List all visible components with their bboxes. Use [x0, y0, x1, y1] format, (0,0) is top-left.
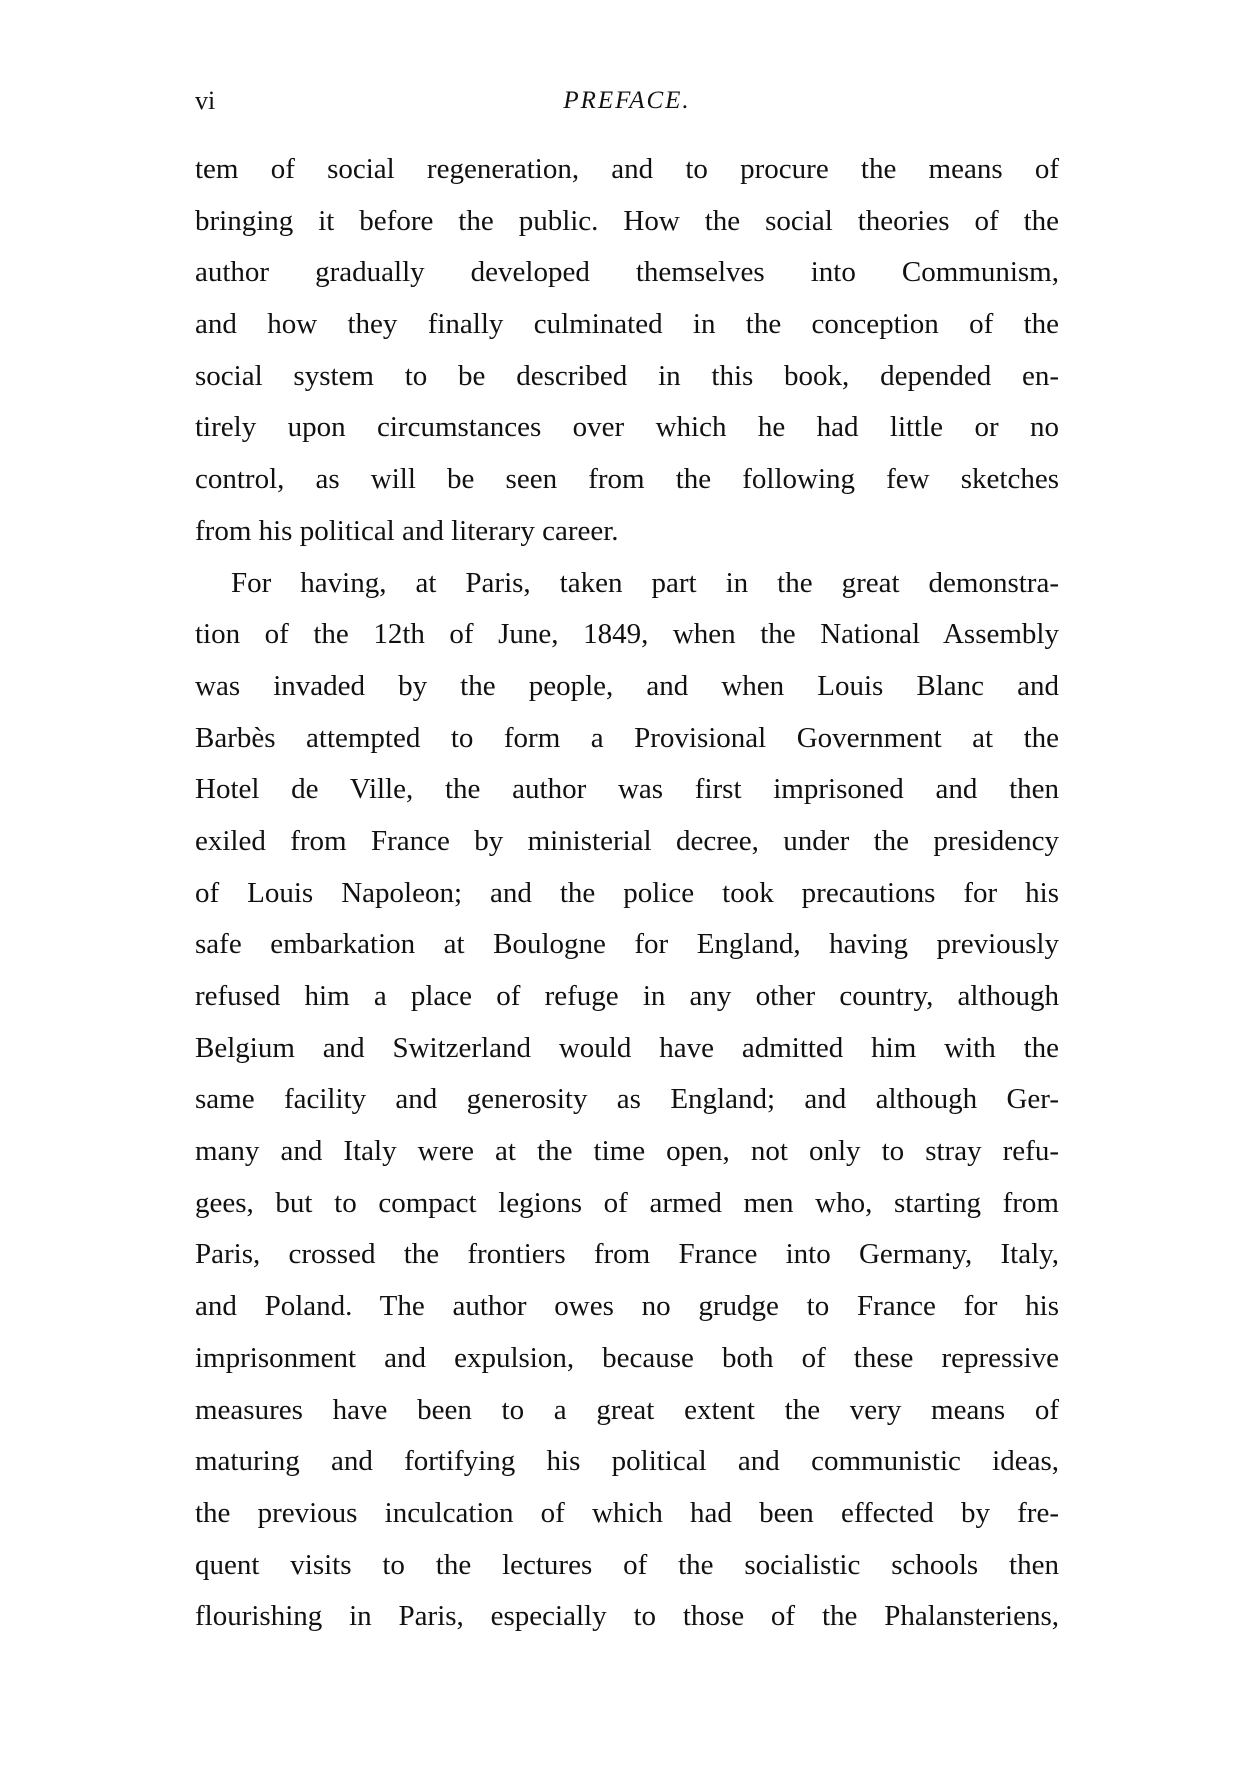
text-line: Hotel de Ville, the author was first imprisoned and then — [195, 773, 1059, 806]
text-line: safe embarkation at Boulogne for England, having previously — [195, 928, 1059, 961]
text-line: tirely upon circumstances over which he had little or no — [195, 411, 1059, 444]
body-text — [195, 148, 1059, 1647]
paragraph — [195, 148, 1059, 562]
text-line: exiled from France by ministerial decree, under the presidency — [195, 824, 1059, 857]
text-line: Belgium and Switzerland would have admitted him with the — [195, 1031, 1059, 1064]
text-line: refused him a place of refuge in any other country, although — [195, 980, 1059, 1012]
text-line: Paris, crossed the frontiers from France into Germany, Italy, — [195, 1238, 1059, 1271]
text-line: the previous inculcation of which had been effected by fre- — [195, 1496, 1059, 1529]
text-line: measures have been to a great extent the very means of — [195, 1393, 1059, 1426]
page-header — [195, 86, 1059, 126]
text-line: flourishing in Paris, especially to those of the Phalansteriens, — [195, 1600, 1059, 1633]
text-line: maturing and fortifying his political and communistic ideas, — [195, 1445, 1059, 1478]
text-line: bringing it before the public. How the social theories of the — [195, 204, 1059, 237]
page-number: vi — [195, 86, 216, 115]
running-title: PREFACE. — [563, 87, 691, 114]
text-line: and Poland. The author owes no grudge to France for his — [195, 1290, 1059, 1323]
text-line: For having, at Paris, taken part in the great demonstra- — [231, 566, 1059, 599]
text-line: Barbès attempted to form a Provisional Government at the — [195, 721, 1059, 754]
text-line: many and Italy were at the time open, not only to stray refu- — [195, 1135, 1059, 1168]
text-line: tion of the 12th of June, 1849, when the National Assembly — [195, 618, 1059, 651]
text-line: author gradually developed themselves into Communism, — [195, 256, 1059, 289]
text-line: was invaded by the people, and when Louis Blanc and — [195, 669, 1059, 702]
text-line: social system to be described in this book, depended en- — [195, 359, 1059, 392]
text-line: imprisonment and expulsion, because both of these repressive — [195, 1341, 1059, 1374]
text-line: same facility and generosity as England; and although Ger- — [195, 1083, 1059, 1116]
paragraph — [195, 562, 1059, 1647]
text-line: quent visits to the lectures of the socialistic schools then — [195, 1548, 1059, 1581]
text-line: and how they finally culminated in the conception of the — [195, 308, 1059, 341]
text-line: control, as will be seen from the following few sketches — [195, 463, 1059, 496]
text-line: from his political and literary career. — [195, 514, 619, 547]
text-line: tem of social regeneration, and to procure the means of — [195, 153, 1059, 185]
text-line: of Louis Napoleon; and the police took precautions for his — [195, 876, 1059, 909]
text-line: gees, but to compact legions of armed men who, starting from — [195, 1186, 1059, 1219]
